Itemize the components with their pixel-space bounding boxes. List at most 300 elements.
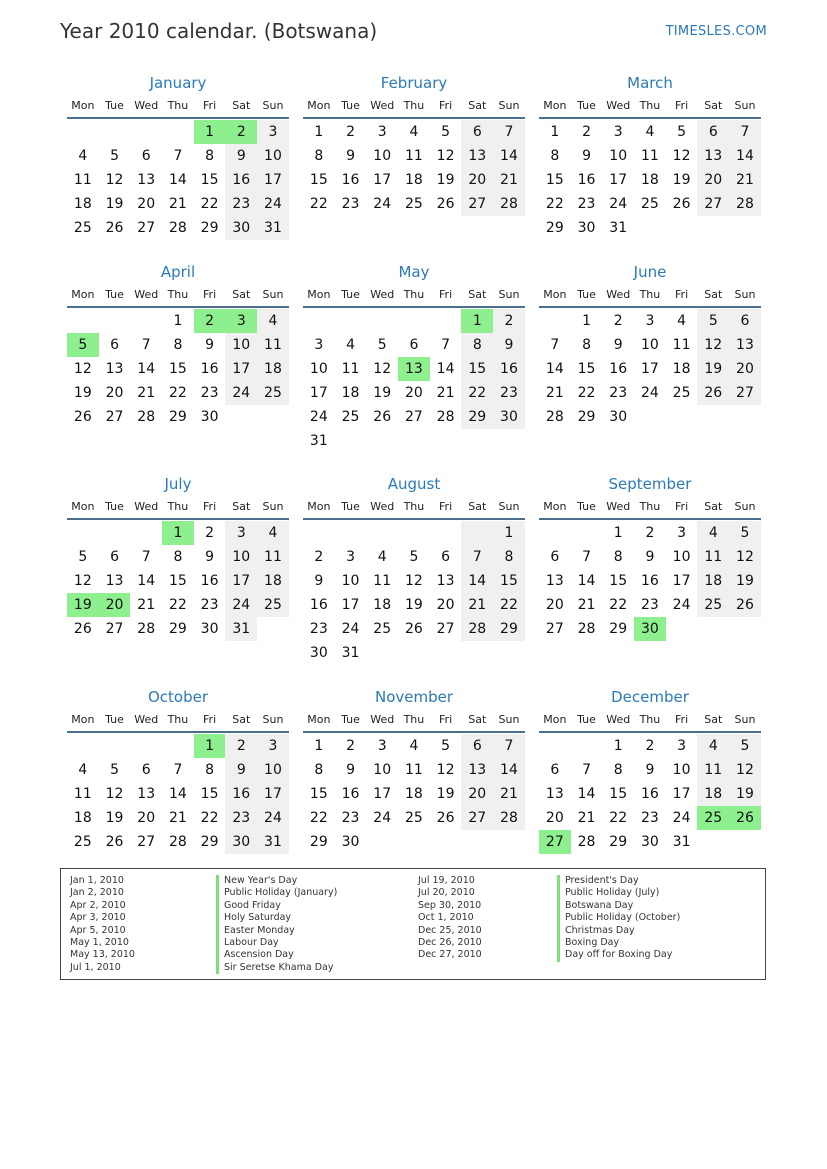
- day-cell[interactable]: 24: [672, 597, 691, 613]
- day-cell[interactable]: 20: [137, 810, 156, 826]
- day-cell[interactable]: 24: [373, 196, 392, 212]
- day-cell[interactable]: 1: [173, 313, 183, 329]
- day-cell[interactable]: 24: [257, 806, 289, 830]
- day-cell[interactable]: 20: [404, 385, 423, 401]
- holiday-day[interactable]: 20: [99, 593, 131, 617]
- day-cell[interactable]: 4: [346, 337, 355, 353]
- day-cell[interactable]: 18: [257, 357, 289, 381]
- day-cell[interactable]: 29: [461, 405, 493, 429]
- day-cell[interactable]: 17: [225, 569, 257, 593]
- day-cell[interactable]: 5: [441, 124, 451, 140]
- day-cell[interactable]: 10: [373, 762, 392, 778]
- day-cell[interactable]: 17: [341, 597, 360, 613]
- day-cell[interactable]: 4: [257, 521, 289, 545]
- day-cell[interactable]: 30: [225, 830, 257, 854]
- day-cell[interactable]: 16: [309, 597, 328, 613]
- day-cell[interactable]: 26: [436, 810, 455, 826]
- day-cell[interactable]: 29: [545, 220, 564, 236]
- day-cell[interactable]: 21: [137, 385, 156, 401]
- day-cell[interactable]: 23: [225, 192, 257, 216]
- holiday-day[interactable]: 30: [634, 617, 666, 641]
- day-cell[interactable]: 18: [697, 782, 729, 806]
- day-cell[interactable]: 10: [225, 333, 257, 357]
- day-cell[interactable]: 3: [314, 337, 324, 353]
- day-cell[interactable]: 2: [645, 525, 655, 541]
- day-cell[interactable]: 7: [461, 545, 493, 569]
- day-cell[interactable]: 26: [373, 409, 392, 425]
- day-cell[interactable]: 2: [205, 525, 215, 541]
- day-cell[interactable]: 19: [105, 810, 124, 826]
- day-cell[interactable]: 16: [341, 172, 360, 188]
- day-cell[interactable]: 21: [493, 782, 525, 806]
- day-cell[interactable]: 4: [697, 521, 729, 545]
- day-cell[interactable]: 29: [609, 621, 628, 637]
- day-cell[interactable]: 15: [168, 361, 187, 377]
- day-cell[interactable]: 15: [309, 786, 328, 802]
- day-cell[interactable]: 16: [493, 357, 525, 381]
- day-cell[interactable]: 13: [461, 758, 493, 782]
- day-cell[interactable]: 18: [404, 786, 423, 802]
- day-cell[interactable]: 8: [461, 333, 493, 357]
- day-cell[interactable]: 12: [73, 573, 92, 589]
- day-cell[interactable]: 18: [341, 385, 360, 401]
- day-cell[interactable]: 1: [550, 124, 560, 140]
- day-cell[interactable]: 6: [441, 549, 451, 565]
- day-cell[interactable]: 3: [225, 521, 257, 545]
- day-cell[interactable]: 24: [225, 381, 257, 405]
- day-cell[interactable]: 18: [640, 172, 659, 188]
- day-cell[interactable]: 23: [493, 381, 525, 405]
- day-cell[interactable]: 26: [697, 381, 729, 405]
- day-cell[interactable]: 4: [377, 549, 387, 565]
- day-cell[interactable]: 21: [577, 810, 596, 826]
- day-cell[interactable]: 24: [225, 593, 257, 617]
- day-cell[interactable]: 28: [436, 409, 455, 425]
- day-cell[interactable]: 7: [173, 148, 183, 164]
- day-cell[interactable]: 13: [545, 573, 564, 589]
- day-cell[interactable]: 16: [609, 361, 628, 377]
- day-cell[interactable]: 25: [257, 593, 289, 617]
- day-cell[interactable]: 13: [137, 172, 156, 188]
- day-cell[interactable]: 27: [105, 621, 124, 637]
- day-cell[interactable]: 23: [640, 597, 659, 613]
- day-cell[interactable]: 14: [577, 786, 596, 802]
- day-cell[interactable]: 21: [545, 385, 564, 401]
- day-cell[interactable]: 28: [577, 834, 596, 850]
- day-cell[interactable]: 10: [309, 361, 328, 377]
- day-cell[interactable]: 19: [73, 385, 92, 401]
- day-cell[interactable]: 18: [257, 569, 289, 593]
- day-cell[interactable]: 11: [73, 172, 92, 188]
- day-cell[interactable]: 24: [640, 385, 659, 401]
- day-cell[interactable]: 9: [205, 549, 215, 565]
- day-cell[interactable]: 25: [73, 220, 92, 236]
- day-cell[interactable]: 30: [341, 834, 360, 850]
- day-cell[interactable]: 27: [105, 409, 124, 425]
- day-cell[interactable]: 3: [377, 738, 387, 754]
- day-cell[interactable]: 30: [640, 834, 659, 850]
- day-cell[interactable]: 31: [309, 433, 328, 449]
- day-cell[interactable]: 9: [225, 144, 257, 168]
- day-cell[interactable]: 20: [461, 782, 493, 806]
- day-cell[interactable]: 31: [672, 834, 691, 850]
- holiday-day[interactable]: 26: [729, 806, 761, 830]
- day-cell[interactable]: 9: [205, 337, 215, 353]
- day-cell[interactable]: 10: [373, 148, 392, 164]
- day-cell[interactable]: 7: [493, 120, 525, 144]
- holiday-day[interactable]: 13: [398, 357, 430, 381]
- day-cell[interactable]: 23: [341, 810, 360, 826]
- day-cell[interactable]: 1: [314, 124, 324, 140]
- day-cell[interactable]: 29: [493, 617, 525, 641]
- day-cell[interactable]: 12: [672, 148, 691, 164]
- day-cell[interactable]: 13: [697, 144, 729, 168]
- day-cell[interactable]: 13: [461, 144, 493, 168]
- day-cell[interactable]: 20: [697, 168, 729, 192]
- day-cell[interactable]: 15: [200, 172, 219, 188]
- day-cell[interactable]: 22: [493, 593, 525, 617]
- day-cell[interactable]: 31: [609, 220, 628, 236]
- day-cell[interactable]: 18: [73, 810, 92, 826]
- day-cell[interactable]: 11: [697, 545, 729, 569]
- day-cell[interactable]: 13: [729, 333, 761, 357]
- day-cell[interactable]: 23: [609, 385, 628, 401]
- day-cell[interactable]: 3: [346, 549, 355, 565]
- day-cell[interactable]: 16: [341, 786, 360, 802]
- day-cell[interactable]: 5: [441, 738, 451, 754]
- day-cell[interactable]: 11: [404, 148, 423, 164]
- day-cell[interactable]: 27: [697, 192, 729, 216]
- day-cell[interactable]: 22: [309, 196, 328, 212]
- holiday-day[interactable]: 5: [67, 333, 99, 357]
- day-cell[interactable]: 23: [640, 810, 659, 826]
- holiday-day[interactable]: 1: [461, 309, 493, 333]
- day-cell[interactable]: 23: [200, 597, 219, 613]
- day-cell[interactable]: 21: [729, 168, 761, 192]
- day-cell[interactable]: 5: [677, 124, 687, 140]
- day-cell[interactable]: 17: [640, 361, 659, 377]
- day-cell[interactable]: 17: [672, 786, 691, 802]
- day-cell[interactable]: 15: [200, 786, 219, 802]
- day-cell[interactable]: 10: [672, 762, 691, 778]
- day-cell[interactable]: 19: [404, 597, 423, 613]
- day-cell[interactable]: 23: [200, 385, 219, 401]
- day-cell[interactable]: 11: [257, 545, 289, 569]
- day-cell[interactable]: 26: [729, 593, 761, 617]
- day-cell[interactable]: 10: [341, 573, 360, 589]
- day-cell[interactable]: 26: [404, 621, 423, 637]
- day-cell[interactable]: 12: [729, 758, 761, 782]
- day-cell[interactable]: 2: [613, 313, 623, 329]
- day-cell[interactable]: 11: [672, 337, 691, 353]
- day-cell[interactable]: 29: [168, 621, 187, 637]
- day-cell[interactable]: 12: [436, 148, 455, 164]
- day-cell[interactable]: 8: [550, 148, 560, 164]
- day-cell[interactable]: 26: [105, 220, 124, 236]
- day-cell[interactable]: 1: [493, 521, 525, 545]
- day-cell[interactable]: 14: [168, 786, 187, 802]
- day-cell[interactable]: 3: [645, 313, 655, 329]
- day-cell[interactable]: 29: [309, 834, 328, 850]
- day-cell[interactable]: 20: [461, 168, 493, 192]
- day-cell[interactable]: 19: [672, 172, 691, 188]
- day-cell[interactable]: 16: [200, 361, 219, 377]
- day-cell[interactable]: 6: [461, 734, 493, 758]
- day-cell[interactable]: 30: [577, 220, 596, 236]
- day-cell[interactable]: 9: [314, 573, 324, 589]
- day-cell[interactable]: 7: [493, 734, 525, 758]
- day-cell[interactable]: 5: [729, 734, 761, 758]
- day-cell[interactable]: 28: [168, 834, 187, 850]
- day-cell[interactable]: 19: [373, 385, 392, 401]
- day-cell[interactable]: 24: [309, 409, 328, 425]
- day-cell[interactable]: 25: [404, 810, 423, 826]
- day-cell[interactable]: 31: [257, 216, 289, 240]
- day-cell[interactable]: 18: [672, 361, 691, 377]
- day-cell[interactable]: 13: [105, 361, 124, 377]
- day-cell[interactable]: 13: [137, 786, 156, 802]
- day-cell[interactable]: 2: [582, 124, 591, 140]
- day-cell[interactable]: 25: [404, 196, 423, 212]
- day-cell[interactable]: 2: [645, 738, 655, 754]
- day-cell[interactable]: 30: [200, 621, 219, 637]
- day-cell[interactable]: 16: [225, 782, 257, 806]
- day-cell[interactable]: 31: [225, 617, 257, 641]
- day-cell[interactable]: 1: [613, 525, 623, 541]
- holiday-day[interactable]: 1: [194, 734, 226, 758]
- day-cell[interactable]: 8: [493, 545, 525, 569]
- day-cell[interactable]: 20: [545, 597, 564, 613]
- site-link[interactable]: TIMESLES.COM: [665, 24, 767, 39]
- day-cell[interactable]: 19: [697, 357, 729, 381]
- day-cell[interactable]: 3: [677, 738, 687, 754]
- day-cell[interactable]: 21: [577, 597, 596, 613]
- day-cell[interactable]: 14: [137, 361, 156, 377]
- day-cell[interactable]: 15: [609, 786, 628, 802]
- holiday-day[interactable]: 19: [67, 593, 99, 617]
- day-cell[interactable]: 6: [141, 762, 151, 778]
- day-cell[interactable]: 2: [314, 549, 324, 565]
- holiday-day[interactable]: 1: [162, 521, 194, 545]
- day-cell[interactable]: 25: [73, 834, 92, 850]
- day-cell[interactable]: 4: [697, 734, 729, 758]
- day-cell[interactable]: 17: [373, 786, 392, 802]
- day-cell[interactable]: 9: [493, 333, 525, 357]
- day-cell[interactable]: 13: [105, 573, 124, 589]
- day-cell[interactable]: 17: [257, 168, 289, 192]
- day-cell[interactable]: 5: [78, 549, 88, 565]
- day-cell[interactable]: 27: [137, 834, 156, 850]
- day-cell[interactable]: 21: [436, 385, 455, 401]
- day-cell[interactable]: 24: [609, 196, 628, 212]
- day-cell[interactable]: 15: [168, 573, 187, 589]
- day-cell[interactable]: 10: [257, 758, 289, 782]
- day-cell[interactable]: 2: [493, 309, 525, 333]
- day-cell[interactable]: 21: [168, 810, 187, 826]
- day-cell[interactable]: 31: [341, 645, 360, 661]
- day-cell[interactable]: 7: [550, 337, 560, 353]
- day-cell[interactable]: 14: [493, 144, 525, 168]
- day-cell[interactable]: 14: [729, 144, 761, 168]
- day-cell[interactable]: 27: [137, 220, 156, 236]
- day-cell[interactable]: 18: [373, 597, 392, 613]
- day-cell[interactable]: 31: [257, 830, 289, 854]
- day-cell[interactable]: 11: [257, 333, 289, 357]
- holiday-day[interactable]: 3: [225, 309, 257, 333]
- day-cell[interactable]: 8: [613, 762, 623, 778]
- day-cell[interactable]: 20: [729, 357, 761, 381]
- day-cell[interactable]: 5: [697, 309, 729, 333]
- day-cell[interactable]: 17: [309, 385, 328, 401]
- day-cell[interactable]: 24: [373, 810, 392, 826]
- day-cell[interactable]: 25: [697, 593, 729, 617]
- day-cell[interactable]: 27: [404, 409, 423, 425]
- day-cell[interactable]: 12: [697, 333, 729, 357]
- day-cell[interactable]: 6: [550, 762, 560, 778]
- day-cell[interactable]: 15: [577, 361, 596, 377]
- holiday-day[interactable]: 2: [194, 309, 226, 333]
- day-cell[interactable]: 10: [225, 545, 257, 569]
- day-cell[interactable]: 11: [73, 786, 92, 802]
- day-cell[interactable]: 3: [677, 525, 687, 541]
- day-cell[interactable]: 23: [577, 196, 596, 212]
- day-cell[interactable]: 26: [105, 834, 124, 850]
- day-cell[interactable]: 24: [257, 192, 289, 216]
- day-cell[interactable]: 10: [640, 337, 659, 353]
- day-cell[interactable]: 12: [436, 762, 455, 778]
- day-cell[interactable]: 22: [577, 385, 596, 401]
- day-cell[interactable]: 11: [640, 148, 659, 164]
- day-cell[interactable]: 24: [341, 621, 360, 637]
- day-cell[interactable]: 15: [493, 569, 525, 593]
- day-cell[interactable]: 26: [672, 196, 691, 212]
- day-cell[interactable]: 21: [461, 593, 493, 617]
- day-cell[interactable]: 12: [73, 361, 92, 377]
- day-cell[interactable]: 22: [309, 810, 328, 826]
- day-cell[interactable]: 15: [309, 172, 328, 188]
- day-cell[interactable]: 23: [309, 621, 328, 637]
- day-cell[interactable]: 12: [729, 545, 761, 569]
- day-cell[interactable]: 2: [346, 738, 355, 754]
- day-cell[interactable]: 20: [105, 385, 124, 401]
- day-cell[interactable]: 20: [545, 810, 564, 826]
- day-cell[interactable]: 14: [168, 172, 187, 188]
- day-cell[interactable]: 29: [200, 834, 219, 850]
- day-cell[interactable]: 3: [377, 124, 387, 140]
- day-cell[interactable]: 27: [729, 381, 761, 405]
- day-cell[interactable]: 27: [461, 192, 493, 216]
- day-cell[interactable]: 16: [577, 172, 596, 188]
- day-cell[interactable]: 20: [436, 597, 455, 613]
- day-cell[interactable]: 6: [550, 549, 560, 565]
- day-cell[interactable]: 28: [493, 806, 525, 830]
- day-cell[interactable]: 8: [582, 337, 591, 353]
- day-cell[interactable]: 9: [346, 762, 355, 778]
- day-cell[interactable]: 10: [609, 148, 628, 164]
- holiday-day[interactable]: 2: [225, 120, 257, 144]
- day-cell[interactable]: 29: [577, 409, 596, 425]
- day-cell[interactable]: 28: [577, 621, 596, 637]
- day-cell[interactable]: 4: [409, 124, 419, 140]
- day-cell[interactable]: 11: [341, 361, 360, 377]
- day-cell[interactable]: 6: [697, 120, 729, 144]
- day-cell[interactable]: 28: [461, 617, 493, 641]
- day-cell[interactable]: 2: [225, 734, 257, 758]
- day-cell[interactable]: 30: [309, 645, 328, 661]
- day-cell[interactable]: 6: [110, 337, 119, 353]
- day-cell[interactable]: 19: [436, 172, 455, 188]
- day-cell[interactable]: 2: [346, 124, 355, 140]
- day-cell[interactable]: 8: [205, 148, 215, 164]
- day-cell[interactable]: 23: [341, 196, 360, 212]
- day-cell[interactable]: 28: [168, 220, 187, 236]
- day-cell[interactable]: 1: [582, 313, 591, 329]
- day-cell[interactable]: 22: [461, 381, 493, 405]
- day-cell[interactable]: 24: [672, 810, 691, 826]
- day-cell[interactable]: 11: [373, 573, 392, 589]
- day-cell[interactable]: 17: [609, 172, 628, 188]
- day-cell[interactable]: 18: [697, 569, 729, 593]
- day-cell[interactable]: 7: [582, 762, 591, 778]
- day-cell[interactable]: 27: [436, 621, 455, 637]
- day-cell[interactable]: 8: [205, 762, 215, 778]
- day-cell[interactable]: 15: [461, 357, 493, 381]
- day-cell[interactable]: 30: [200, 409, 219, 425]
- day-cell[interactable]: 4: [677, 313, 687, 329]
- day-cell[interactable]: 9: [346, 148, 355, 164]
- day-cell[interactable]: 10: [672, 549, 691, 565]
- day-cell[interactable]: 7: [582, 549, 591, 565]
- day-cell[interactable]: 16: [640, 786, 659, 802]
- day-cell[interactable]: 7: [173, 762, 183, 778]
- day-cell[interactable]: 25: [257, 381, 289, 405]
- day-cell[interactable]: 1: [613, 738, 623, 754]
- day-cell[interactable]: 9: [645, 549, 655, 565]
- day-cell[interactable]: 9: [645, 762, 655, 778]
- day-cell[interactable]: 15: [609, 573, 628, 589]
- day-cell[interactable]: 18: [404, 172, 423, 188]
- day-cell[interactable]: 26: [436, 196, 455, 212]
- day-cell[interactable]: 26: [73, 621, 92, 637]
- day-cell[interactable]: 8: [314, 762, 324, 778]
- day-cell[interactable]: 28: [545, 409, 564, 425]
- day-cell[interactable]: 17: [672, 573, 691, 589]
- day-cell[interactable]: 22: [168, 597, 187, 613]
- day-cell[interactable]: 18: [73, 196, 92, 212]
- day-cell[interactable]: 9: [582, 148, 591, 164]
- day-cell[interactable]: 22: [200, 196, 219, 212]
- day-cell[interactable]: 30: [609, 409, 628, 425]
- day-cell[interactable]: 12: [105, 172, 124, 188]
- day-cell[interactable]: 25: [341, 409, 360, 425]
- day-cell[interactable]: 17: [257, 782, 289, 806]
- day-cell[interactable]: 9: [225, 758, 257, 782]
- day-cell[interactable]: 28: [493, 192, 525, 216]
- day-cell[interactable]: 23: [225, 806, 257, 830]
- day-cell[interactable]: 7: [729, 120, 761, 144]
- day-cell[interactable]: 26: [73, 409, 92, 425]
- day-cell[interactable]: 14: [137, 573, 156, 589]
- holiday-day[interactable]: 1: [194, 120, 226, 144]
- day-cell[interactable]: 14: [545, 361, 564, 377]
- day-cell[interactable]: 4: [78, 148, 88, 164]
- day-cell[interactable]: 29: [609, 834, 628, 850]
- day-cell[interactable]: 12: [373, 361, 392, 377]
- day-cell[interactable]: 3: [257, 734, 289, 758]
- day-cell[interactable]: 25: [640, 196, 659, 212]
- day-cell[interactable]: 11: [697, 758, 729, 782]
- day-cell[interactable]: 1: [314, 738, 324, 754]
